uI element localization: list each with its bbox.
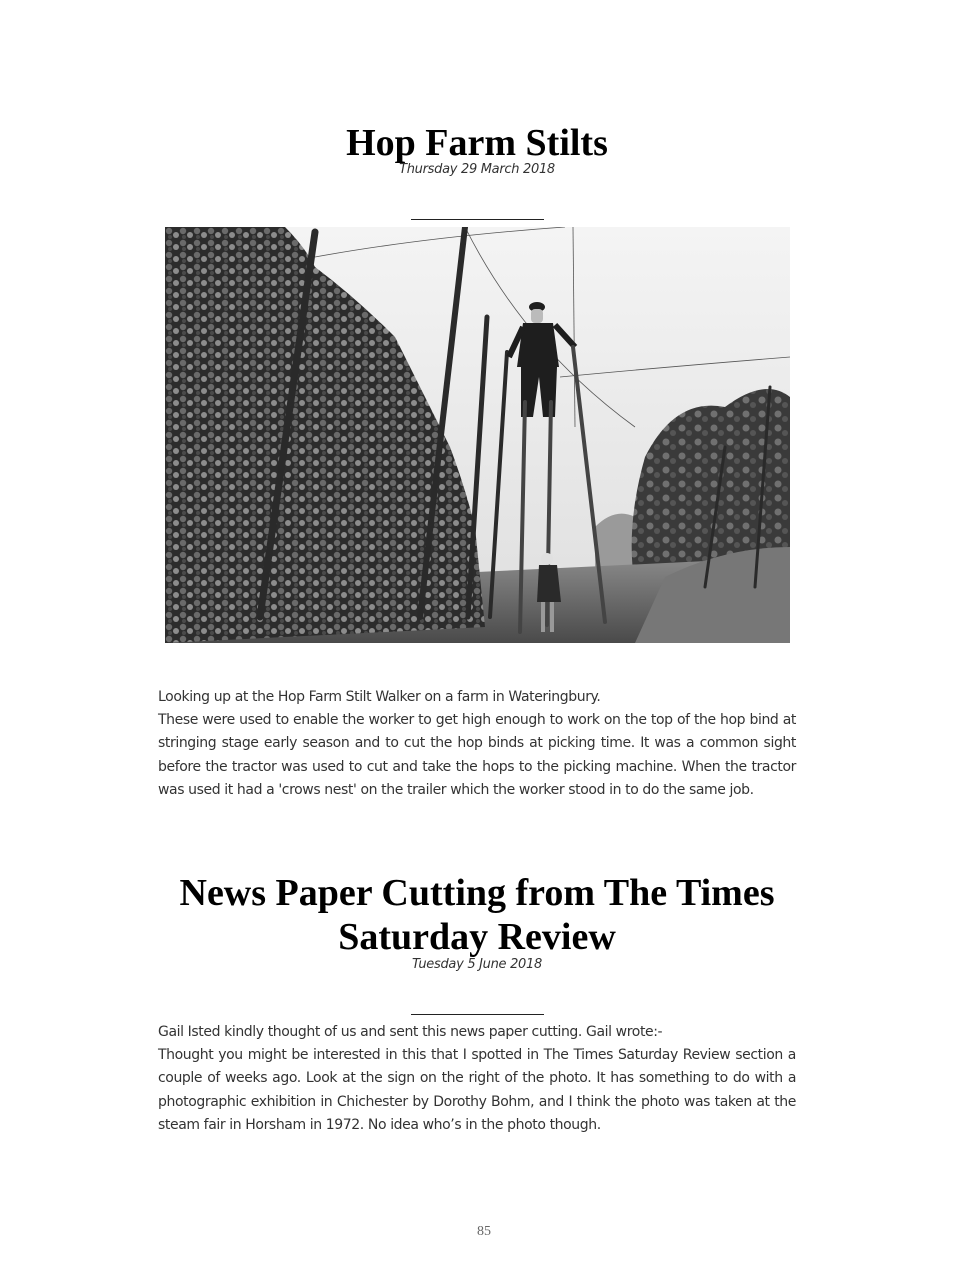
paragraph: These were used to enable the worker to get high enough to work on the top of the hop bind at stringing stage early season and to cut the hop binds at picking time. It was a common sight before the tractor was used to cut and take the hops to the picking machine. When the tractor was used it had a 'crows nest' on the trailer which the worker stood in to do the same job. xyxy=(158,712,796,798)
article-title-news-paper-cutting: News Paper Cutting from The Times Saturday Review xyxy=(179,872,775,958)
paragraph: Thought you might be interested in this that I spotted in The Times Saturday Review section a couple of weeks ago. Look at the sign on the right of the photo. It has something to do with a photographic exhibition in Chichester by Dorothy Bohm, and I think the photo was taken at the steam fair in Horsham in 1972. No idea who’s in the photo though. xyxy=(158,1047,796,1133)
article-body xyxy=(158,686,796,802)
paragraph: Looking up at the Hop Farm Stilt Walker on a farm in Wateringbury. xyxy=(158,689,601,705)
article-title-hop-farm-stilts: Hop Farm Stilts xyxy=(346,122,608,164)
paragraph: Gail Isted kindly thought of us and sent this news paper cutting. Gail wrote:- xyxy=(158,1024,663,1040)
divider-rule xyxy=(411,1014,544,1015)
article-body xyxy=(158,1021,796,1137)
hop-farm-stilt-walker-photo xyxy=(165,227,790,643)
page-number: 85 xyxy=(477,1224,491,1239)
article-date: Tuesday 5 June 2018 xyxy=(412,957,542,972)
article-date: Thursday 29 March 2018 xyxy=(399,162,555,177)
divider-rule xyxy=(411,219,544,220)
